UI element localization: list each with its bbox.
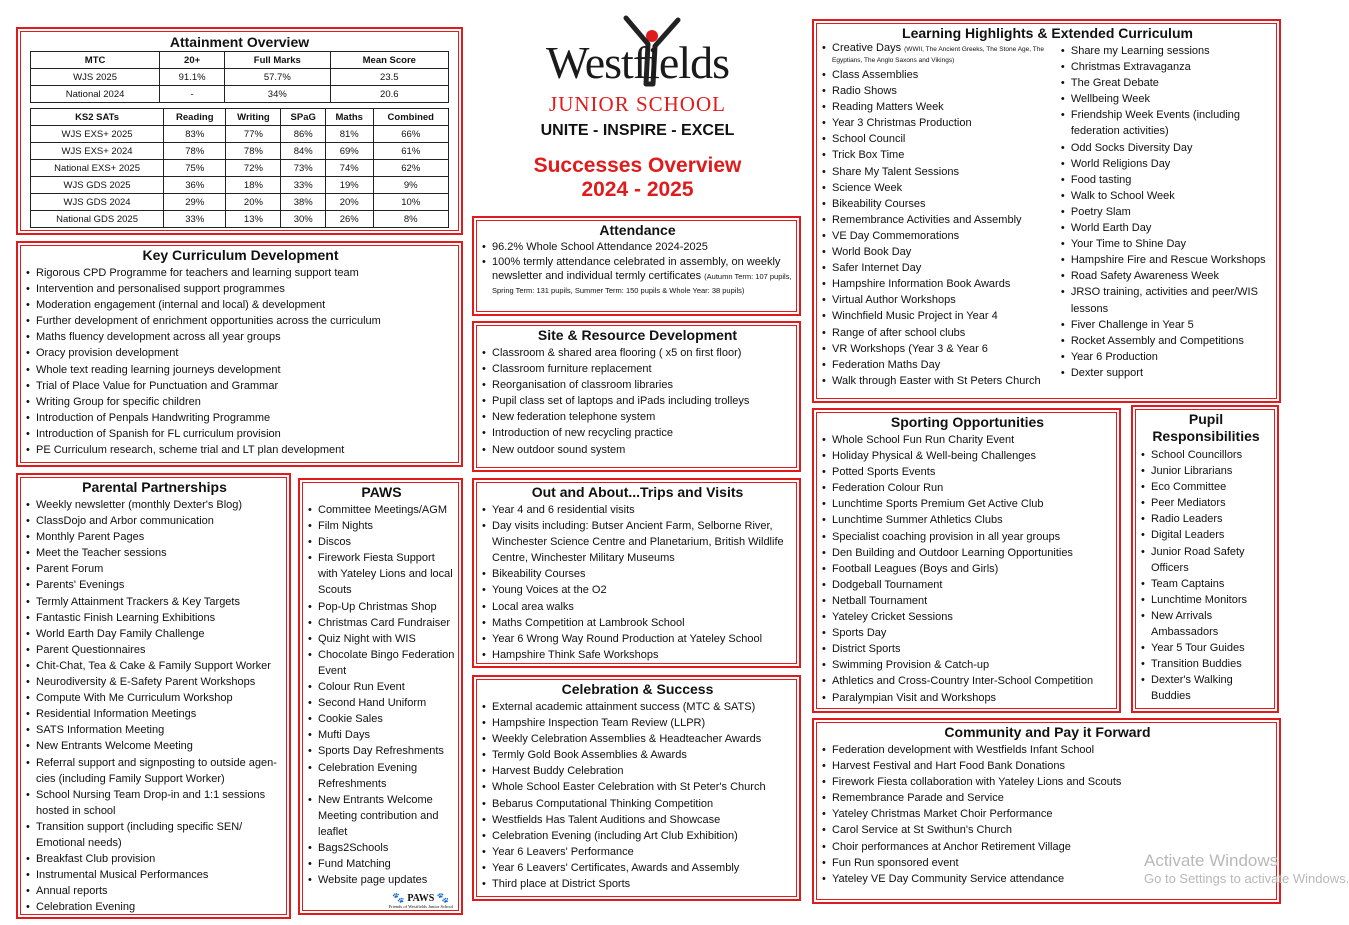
list-item: • Rigorous CPD Programme for teachers and learning support team	[26, 265, 455, 281]
table-header-cell: Combined	[373, 109, 448, 126]
list-item: • Netball Tournament	[822, 593, 1113, 609]
list-item: • Share my Learning sessions	[1061, 43, 1273, 59]
table-cell: 13%	[226, 211, 281, 228]
learning-list-col2	[1061, 43, 1273, 381]
key-curriculum-list	[26, 265, 455, 458]
list-item: • Neurodiversity & E-Safety Parent Workshops	[26, 674, 283, 690]
list-item: • Den Building and Outdoor Learning Opportunities	[822, 545, 1113, 561]
parental-title: Parental Partnerships	[82, 479, 227, 495]
table-row	[31, 86, 449, 103]
list-item: • Annual reports	[26, 883, 283, 899]
list-item: • Introduction of Penpals Handwriting Programme	[26, 410, 455, 426]
table-cell: 19%	[325, 177, 373, 194]
paws-logo-subtext: Friends of Westfields Junior School	[388, 904, 453, 909]
table-cell: 29%	[164, 194, 226, 211]
list-item: • School Councillors	[1141, 447, 1271, 463]
list-item: • Paralympian Visit and Workshops	[822, 690, 1113, 706]
list-item: • Team Captains	[1141, 576, 1271, 592]
pupil-list	[1141, 447, 1271, 705]
list-item: • Potted Sports Events	[822, 464, 1113, 480]
list-item: • Quiz Night with WIS	[308, 631, 455, 647]
table-cell: 78%	[226, 143, 281, 160]
list-item: • Writing Group for specific children	[26, 394, 455, 410]
list-item: • Fun Run sponsored event	[822, 855, 1273, 871]
list-item: • District Sports	[822, 641, 1113, 657]
list-item: • Science Week	[822, 180, 1055, 196]
list-item: • Peer Mediators	[1141, 495, 1271, 511]
table-cell: 91.1%	[160, 69, 225, 86]
list-item: • Mufti Days	[308, 727, 455, 743]
list-item: • Cookie Sales	[308, 711, 455, 727]
list-item: • New outdoor sound system	[482, 442, 793, 458]
trips-title: Out and About...Trips and Visits	[531, 484, 744, 500]
table-cell: 36%	[164, 177, 226, 194]
list-item: • Hampshire Information Book Awards	[822, 276, 1055, 292]
list-item: • The Great Debate	[1061, 75, 1273, 91]
list-item: • Yateley Christmas Market Choir Performance	[822, 806, 1273, 822]
list-item: • Athletics and Cross-Country Inter-School Competition	[822, 673, 1113, 689]
list-item: • Sports Day	[822, 625, 1113, 641]
table-cell: 72%	[226, 160, 281, 177]
table-cell: 18%	[226, 177, 281, 194]
table-header-cell: KS2 SATs	[31, 109, 164, 126]
list-item: • Third place at District Sports	[482, 876, 793, 892]
school-name-sub: JUNIOR SCHOOL	[549, 92, 726, 116]
list-item: • New Entrants Welcome Meeting contribution and leaflet	[308, 792, 455, 840]
list-item: • SATS Information Meeting	[26, 722, 283, 738]
list-item: • Fund Matching	[308, 856, 455, 872]
list-item: • Federation development with Westfields Infant School	[822, 742, 1273, 758]
table-header-cell: Writing	[226, 109, 281, 126]
list-item: • Compute With Me Curriculum Workshop	[26, 690, 283, 706]
school-name-main: Westfields	[545, 37, 730, 88]
list-item: • Year 6 Wrong Way Round Production at Yateley School	[482, 631, 793, 647]
community-title: Community and Pay it Forward	[944, 724, 1151, 740]
list-item: • Hampshire Think Safe Workshops	[482, 647, 793, 663]
list-item: • Celebration Evening	[26, 899, 283, 915]
list-item: • Celebration Evening (including Art Club Exhibition)	[482, 828, 793, 844]
table-row	[31, 160, 449, 177]
list-item: • Federation Colour Run	[822, 480, 1113, 496]
list-item: • Local area walks	[482, 599, 793, 615]
list-item: • Christmas Card Fundraiser	[308, 615, 455, 631]
sporting-list	[822, 432, 1113, 706]
list-item: • Poetry Slam	[1061, 204, 1273, 220]
list-item: • Remembrance Activities and Assembly	[822, 212, 1055, 228]
list-item: • Referral support and signposting to outside agen-cies (including Family Support Worker)	[26, 755, 283, 787]
list-item: • World Earth Day Family Challenge	[26, 626, 283, 642]
table-header-cell: Mean Score	[330, 52, 448, 69]
list-item: • Trick Box Time	[822, 147, 1055, 163]
list-item: • PE Curriculum research, scheme trial and LT plan development	[26, 442, 455, 458]
activate-windows-watermark	[1144, 851, 1349, 886]
table-cell: 20%	[226, 194, 281, 211]
table-cell: 78%	[164, 143, 226, 160]
table-cell: 10%	[373, 194, 448, 211]
list-item: • Colour Run Event	[308, 679, 455, 695]
list-item: • Oracy provision development	[26, 345, 455, 361]
list-item: • Westfields Has Talent Auditions and Showcase	[482, 812, 793, 828]
list-item: • Radio Shows	[822, 83, 1055, 99]
table-header-cell: Full Marks	[225, 52, 331, 69]
list-item: • Year 6 Leavers' Certificates, Awards and Assembly	[482, 860, 793, 876]
table-cell: National EXS+ 2025	[31, 160, 164, 177]
table-cell: 69%	[325, 143, 373, 160]
attendance-panel	[472, 216, 801, 316]
table-cell: 81%	[325, 126, 373, 143]
list-item: • Swimming Provision & Catch-up	[822, 657, 1113, 673]
table-cell: 83%	[164, 126, 226, 143]
attainment-title: Attainment Overview	[169, 34, 310, 50]
list-item: • Moderation engagement (internal and local) & development	[26, 297, 455, 313]
list-item: • Transition Buddies	[1141, 656, 1271, 672]
list-item: • Breakfast Club provision	[26, 851, 283, 867]
list-item: • Yateley VE Day Community Service attendance	[822, 871, 1273, 887]
paws-logo	[389, 893, 453, 909]
table-cell: 73%	[281, 160, 326, 177]
sporting-panel	[812, 408, 1121, 713]
list-item: • VE Day Commemorations	[822, 228, 1055, 244]
list-item: • Federation Maths Day	[822, 357, 1055, 373]
list-item: • Parent Questionnaires	[26, 642, 283, 658]
learning-title: Learning Highlights & Extended Curriculum	[902, 25, 1193, 41]
list-item: • Firework Fiesta collaboration with Yateley Lions and Scouts	[822, 774, 1273, 790]
paws-title: PAWS	[361, 484, 402, 500]
table-row	[31, 211, 449, 228]
motto: UNITE - INSPIRE - EXCEL	[540, 122, 735, 139]
table-cell: National 2024	[31, 86, 160, 103]
list-item: • Website page updates	[308, 872, 455, 888]
parental-list	[26, 497, 283, 915]
table-cell: WJS EXS+ 2025	[31, 126, 164, 143]
list-item: • Harvest Festival and Hart Food Bank Donations	[822, 758, 1273, 774]
list-item: • Bags2Schools	[308, 840, 455, 856]
list-item: • Road Safety Awareness Week	[1061, 268, 1273, 284]
list-item: • 96.2% Whole School Attendance 2024-2025	[482, 240, 793, 255]
attendance-certificates-text: 100% termly attendance celebrated in assembly, on weekly newsletter and individual termly certificates	[492, 256, 781, 282]
list-item: • Virtual Author Workshops	[822, 292, 1055, 308]
list-item: • Parents' Evenings	[26, 577, 283, 593]
list-item: • Dexter's Walking Buddies	[1141, 672, 1271, 704]
list-item: • Celebration Evening Refreshments	[308, 760, 455, 792]
list-item: • Classroom & shared area flooring ( x5 on first floor)	[482, 345, 793, 361]
table-cell: 8%	[373, 211, 448, 228]
list-item: • New federation telephone system	[482, 409, 793, 425]
list-item: • External academic attainment success (MTC & SATS)	[482, 699, 793, 715]
list-item: • Radio Leaders	[1141, 511, 1271, 527]
list-item: • Eco Committee	[1141, 479, 1271, 495]
list-item: • VR Workshops (Year 3 & Year 6	[822, 341, 1055, 357]
key-curriculum-title: Key Curriculum Development	[142, 247, 339, 263]
table-row	[31, 143, 449, 160]
list-item: • New Entrants Welcome Meeting	[26, 738, 283, 754]
list-item: • Range of after school clubs	[822, 325, 1055, 341]
table-cell: 62%	[373, 160, 448, 177]
table-cell: 26%	[325, 211, 373, 228]
list-item: • Lunchtime Summer Athletics Clubs	[822, 512, 1113, 528]
list-item: • Lunchtime Sports Premium Get Active Club	[822, 496, 1113, 512]
list-item: • Day visits including: Butser Ancient Farm, Selborne River, Winchester Science Centre and Planetarium, British Wildlife Centre, Winchester Military Museums	[482, 518, 793, 566]
list-item: • Whole text reading learning journeys development	[26, 362, 455, 378]
list-item: • Football Leagues (Boys and Girls)	[822, 561, 1113, 577]
list-item: • Hampshire Fire and Rescue Workshops	[1061, 252, 1273, 268]
table-header-cell: MTC	[31, 52, 160, 69]
mtc-table	[30, 51, 449, 103]
list-item: • Remembrance Parade and Service	[822, 790, 1273, 806]
list-item: • Hampshire Inspection Team Review (LLPR)	[482, 715, 793, 731]
learning-panel	[812, 19, 1281, 403]
table-cell: -	[160, 86, 225, 103]
list-item: • Walk to School Week	[1061, 188, 1273, 204]
table-cell: 20%	[325, 194, 373, 211]
list-item: • World Book Day	[822, 244, 1055, 260]
table-cell: 20.6	[330, 86, 448, 103]
list-item: • Year 6 Leavers' Performance	[482, 844, 793, 860]
table-cell: WJS GDS 2024	[31, 194, 164, 211]
list-item: • Termly Gold Book Assemblies & Awards	[482, 747, 793, 763]
list-item: • Lunchtime Monitors	[1141, 592, 1271, 608]
list-item: • Holiday Physical & Well-being Challenges	[822, 448, 1113, 464]
list-item: • Film Nights	[308, 518, 455, 534]
list-item: • Residential Information Meetings	[26, 706, 283, 722]
list-item: • Pupil class set of laptops and iPads including trolleys	[482, 393, 793, 409]
table-cell: 61%	[373, 143, 448, 160]
list-item: • Year 4 and 6 residential visits	[482, 502, 793, 518]
ks2-table	[30, 108, 449, 228]
list-item: • Class Assemblies	[822, 67, 1055, 83]
watermark-line1: Activate Windows	[1144, 851, 1279, 870]
list-item: • Chocolate Bingo Federation Event	[308, 647, 455, 679]
list-item: • Weekly Celebration Assemblies & Headteacher Awards	[482, 731, 793, 747]
list-item: • Discos	[308, 534, 455, 550]
table-header-cell: Reading	[164, 109, 226, 126]
key-curriculum-panel	[16, 241, 463, 467]
attendance-title: Attendance	[599, 222, 676, 238]
list-item: • New Arrivals Ambassadors	[1141, 608, 1271, 640]
list-item: • Maths fluency development across all year groups	[26, 329, 455, 345]
list-item: • Firework Fiesta Support with Yateley Lions and local Scouts	[308, 550, 455, 598]
list-item: • Wellbeing Week	[1061, 91, 1273, 107]
list-item: • Reorganisation of classroom libraries	[482, 377, 793, 393]
list-item: • Fiver Challenge in Year 5	[1061, 317, 1273, 333]
table-cell: 9%	[373, 177, 448, 194]
list-item: • Transition support (including specific SEN/ Emotional needs)	[26, 819, 283, 851]
table-cell: 30%	[281, 211, 326, 228]
table-cell: 33%	[164, 211, 226, 228]
creative-days-text: Creative Days	[832, 42, 902, 54]
table-cell: National GDS 2025	[31, 211, 164, 228]
list-item: • Your Time to Shine Day	[1061, 236, 1273, 252]
attendance-list	[482, 240, 793, 297]
list-item: • Monthly Parent Pages	[26, 529, 283, 545]
list-item: • School Nursing Team Drop-in and 1:1 sessions hosted in school	[26, 787, 283, 819]
list-item: • Trial of Place Value for Punctuation and Grammar	[26, 378, 455, 394]
list-item: • Harvest Buddy Celebration	[482, 763, 793, 779]
list-item: • ClassDojo and Arbor communication	[26, 513, 283, 529]
list-item: • Dexter support	[1061, 365, 1273, 381]
trips-list	[482, 502, 793, 663]
table-header-cell: Maths	[325, 109, 373, 126]
list-item: • Safer Internet Day	[822, 260, 1055, 276]
page-title: Successes Overview	[533, 154, 742, 177]
list-item: • Bikeability Courses	[482, 566, 793, 582]
list-item: • Further development of enrichment opportunities across the curriculum	[26, 313, 455, 329]
table-cell: 23.5	[330, 69, 448, 86]
list-item: • Weekly newsletter (monthly Dexter's Blog)	[26, 497, 283, 513]
table-header-cell: 20+	[160, 52, 225, 69]
table-cell: 34%	[225, 86, 331, 103]
attainment-panel	[16, 27, 463, 235]
list-item: • Instrumental Musical Performances	[26, 867, 283, 883]
list-item: • Introduction of new recycling practice	[482, 425, 793, 441]
list-item: • Parent Forum	[26, 561, 283, 577]
list-item: • Chit-Chat, Tea & Cake & Family Support Worker	[26, 658, 283, 674]
table-cell: 57.7%	[225, 69, 331, 86]
pupil-title: Pupil Responsibilities	[1152, 411, 1260, 444]
list-item: • Whole School Easter Celebration with St Peter's Church	[482, 779, 793, 795]
learning-list-col1	[822, 43, 1055, 67]
table-cell: 74%	[325, 160, 373, 177]
attendance-term-breakdown: (Autumn Term: 107 pupils, Spring Term: 131 pupils, Summer Term: 150 pupils & Whole Year: 38 pupils)	[492, 272, 792, 295]
list-item: • Classroom furniture replacement	[482, 361, 793, 377]
list-item: • Intervention and personalised support programmes	[26, 281, 455, 297]
list-item: • Walk through Easter with St Peters Church	[822, 373, 1055, 389]
list-item: • Introduction of Spanish for FL curriculum provision	[26, 426, 455, 442]
creative-days-topics: (WWII, The Ancient Greeks, The Stone Age, The Egyptians, The Anglo Saxons and Vikings)	[832, 46, 1044, 64]
list-item: • Carol Service at St Swithun's Church	[822, 822, 1273, 838]
paw-print-icon: 🐾	[436, 893, 450, 904]
sporting-title: Sporting Opportunities	[890, 414, 1045, 430]
list-item: • Sports Day Refreshments	[308, 743, 455, 759]
list-item: • Termly Attainment Trackers & Key Targets	[26, 594, 283, 610]
list-item: • Specialist coaching provision in all year groups	[822, 529, 1113, 545]
list-item: • Food tasting	[1061, 172, 1273, 188]
list-item: • World Earth Day	[1061, 220, 1273, 236]
list-item: • School Council	[822, 131, 1055, 147]
site-panel	[472, 321, 801, 472]
list-item: • Friendship Week Events (including federation activities)	[1061, 107, 1273, 139]
list-item: • Dodgeball Tournament	[822, 577, 1113, 593]
table-header-cell: SPaG	[281, 109, 326, 126]
list-item: • Winchfield Music Project in Year 4	[822, 308, 1055, 324]
table-cell: 84%	[281, 143, 326, 160]
list-item: • Rocket Assembly and Competitions	[1061, 333, 1273, 349]
paw-print-icon: 🐾	[392, 893, 405, 904]
table-cell: WJS GDS 2025	[31, 177, 164, 194]
list-item: • Bebarus Computational Thinking Competition	[482, 796, 793, 812]
trips-panel	[472, 478, 801, 668]
paws-panel	[298, 478, 463, 915]
list-item: • Bikeability Courses	[822, 196, 1055, 212]
list-item: • Christmas Extravaganza	[1061, 59, 1273, 75]
list-item: • Yateley Cricket Sessions	[822, 609, 1113, 625]
list-item: • Maths Competition at Lambrook School	[482, 615, 793, 631]
table-cell: WJS EXS+ 2024	[31, 143, 164, 160]
page-subtitle: 2024 - 2025	[581, 178, 694, 201]
list-item: • Junior Road Safety Officers	[1141, 544, 1271, 576]
list-item: • Committee Meetings/AGM	[308, 502, 455, 518]
list-item: • Odd Socks Diversity Day	[1061, 140, 1273, 156]
site-title: Site & Resource Development	[537, 327, 738, 343]
list-item: • Year 3 Christmas Production	[822, 115, 1055, 131]
table-cell: 75%	[164, 160, 226, 177]
table-cell: WJS 2025	[31, 69, 160, 86]
table-cell: 77%	[226, 126, 281, 143]
pupil-panel	[1131, 405, 1279, 713]
list-item: • Meet the Teacher sessions	[26, 545, 283, 561]
list-item: • JRSO training, activities and peer/WIS lessons	[1061, 284, 1273, 316]
table-cell: 66%	[373, 126, 448, 143]
celebration-title: Celebration & Success	[561, 681, 714, 697]
list-item: • Fantastic Finish Learning Exhibitions	[26, 610, 283, 626]
list-item: • Second Hand Uniform	[308, 695, 455, 711]
list-item	[822, 43, 1055, 67]
paws-list	[308, 502, 455, 888]
learning-list-col1-rest	[822, 67, 1055, 389]
list-item: • Whole School Fun Run Charity Event	[822, 432, 1113, 448]
table-row	[31, 177, 449, 194]
list-item: • Year 6 Production	[1061, 349, 1273, 365]
table-cell: 33%	[281, 177, 326, 194]
table-cell: 38%	[281, 194, 326, 211]
list-item: • Choir performances at Anchor Retirement Village	[822, 839, 1273, 855]
celebration-panel	[472, 675, 801, 901]
watermark-line2: Go to Settings to activate Windows.	[1144, 871, 1349, 886]
table-row	[31, 194, 449, 211]
list-item: • Digital Leaders	[1141, 527, 1271, 543]
site-list	[482, 345, 793, 458]
table-row	[31, 126, 449, 143]
school-logo	[470, 10, 805, 122]
table-row	[31, 69, 449, 86]
list-item: • Share My Talent Sessions	[822, 164, 1055, 180]
list-item: • Reading Matters Week	[822, 99, 1055, 115]
list-item: • Year 5 Tour Guides	[1141, 640, 1271, 656]
paws-logo-text: PAWS	[407, 893, 435, 904]
list-item	[482, 255, 793, 297]
list-item: • Young Voices at the O2	[482, 582, 793, 598]
list-item: • Pop-Up Christmas Shop	[308, 599, 455, 615]
school-header	[470, 10, 805, 210]
parental-panel	[16, 473, 291, 919]
celebration-list	[482, 699, 793, 892]
table-cell: 86%	[281, 126, 326, 143]
list-item: • World Religions Day	[1061, 156, 1273, 172]
list-item: • Junior Librarians	[1141, 463, 1271, 479]
